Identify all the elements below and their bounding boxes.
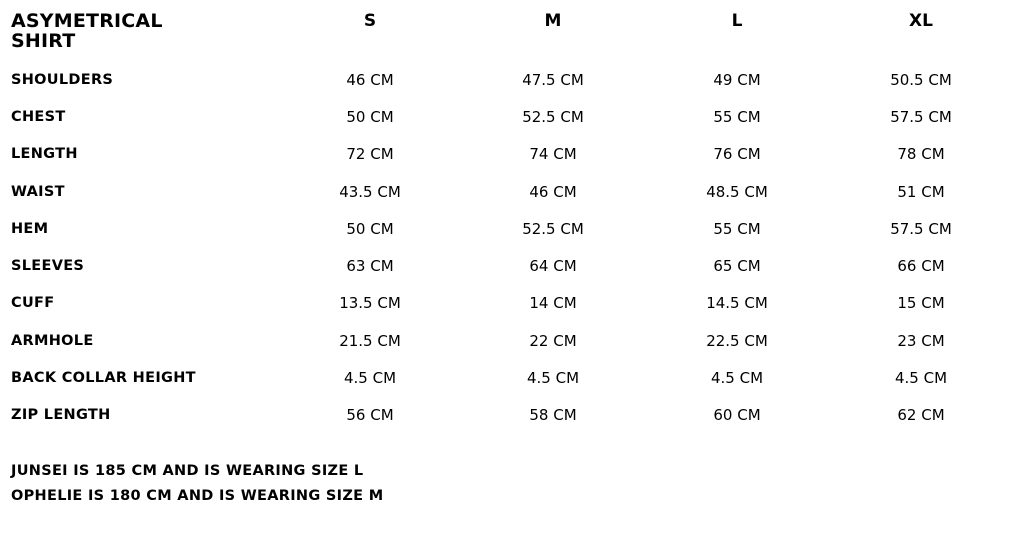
table-row xyxy=(0,142,1024,166)
measurement-cell: 76 CM xyxy=(713,145,761,163)
measurement-cell: 52.5 CM xyxy=(522,108,584,126)
measurement-cell: 49 CM xyxy=(713,71,761,89)
size-header-xl: XL xyxy=(909,11,933,31)
measurement-cell: 57.5 CM xyxy=(890,220,952,238)
measurement-cell: 15 CM xyxy=(897,294,945,312)
measurement-cell: 22 CM xyxy=(529,332,577,350)
row-label: ARMHOLE xyxy=(11,333,94,349)
table-row xyxy=(0,366,1024,390)
table-row xyxy=(0,68,1024,92)
measurement-cell: 46 CM xyxy=(346,71,394,89)
table-row xyxy=(0,180,1024,204)
measurement-cell: 14.5 CM xyxy=(706,294,768,312)
table-row xyxy=(0,291,1024,315)
measurement-cell: 66 CM xyxy=(897,257,945,275)
row-label: WAIST xyxy=(11,184,65,200)
measurement-cell: 50 CM xyxy=(346,108,394,126)
row-label: CUFF xyxy=(11,295,55,311)
measurement-cell: 43.5 CM xyxy=(339,183,401,201)
size-header-l: L xyxy=(731,11,743,31)
measurement-cell: 50 CM xyxy=(346,220,394,238)
table-row xyxy=(0,254,1024,278)
measurement-cell: 23 CM xyxy=(897,332,945,350)
measurement-cell: 46 CM xyxy=(529,183,577,201)
measurement-cell: 58 CM xyxy=(529,406,577,424)
table-row xyxy=(0,105,1024,129)
model-note: JUNSEI IS 185 CM AND IS WEARING SIZE L xyxy=(11,463,364,479)
size-header-s: S xyxy=(363,11,377,31)
measurement-cell: 72 CM xyxy=(346,145,394,163)
measurement-cell: 4.5 CM xyxy=(894,369,948,387)
row-label: BACK COLLAR HEIGHT xyxy=(11,370,196,386)
measurement-cell: 47.5 CM xyxy=(522,71,584,89)
measurement-cell: 51 CM xyxy=(897,183,945,201)
row-label: CHEST xyxy=(11,109,66,125)
model-note: OPHELIE IS 180 CM AND IS WEARING SIZE M xyxy=(11,488,384,504)
measurement-cell: 63 CM xyxy=(346,257,394,275)
measurement-cell: 60 CM xyxy=(713,406,761,424)
table-row xyxy=(0,217,1024,241)
measurement-cell: 50.5 CM xyxy=(890,71,952,89)
measurement-cell: 22.5 CM xyxy=(706,332,768,350)
measurement-cell: 62 CM xyxy=(897,406,945,424)
row-label: ZIP LENGTH xyxy=(11,407,111,423)
table-row xyxy=(0,329,1024,353)
measurement-cell: 64 CM xyxy=(529,257,577,275)
table-row xyxy=(0,403,1024,427)
product-title: ASYMETRICAL SHIRT xyxy=(11,10,163,52)
measurement-cell: 48.5 CM xyxy=(706,183,768,201)
row-label: HEM xyxy=(11,221,49,237)
measurement-cell: 13.5 CM xyxy=(339,294,401,312)
row-label: LENGTH xyxy=(11,146,78,162)
measurement-cell: 4.5 CM xyxy=(526,369,580,387)
measurement-cell: 74 CM xyxy=(529,145,577,163)
row-label: SLEEVES xyxy=(11,258,85,274)
measurement-cell: 56 CM xyxy=(346,406,394,424)
measurement-cell: 55 CM xyxy=(713,108,761,126)
measurement-cell: 21.5 CM xyxy=(339,332,401,350)
row-label: SHOULDERS xyxy=(11,72,114,88)
measurement-cell: 78 CM xyxy=(897,145,945,163)
measurement-cell: 4.5 CM xyxy=(343,369,397,387)
measurement-cell: 52.5 CM xyxy=(522,220,584,238)
measurement-cell: 65 CM xyxy=(713,257,761,275)
measurement-cell: 55 CM xyxy=(713,220,761,238)
size-header-m: M xyxy=(544,11,562,31)
measurement-cell: 14 CM xyxy=(529,294,577,312)
measurement-cell: 57.5 CM xyxy=(890,108,952,126)
measurement-cell: 4.5 CM xyxy=(710,369,764,387)
